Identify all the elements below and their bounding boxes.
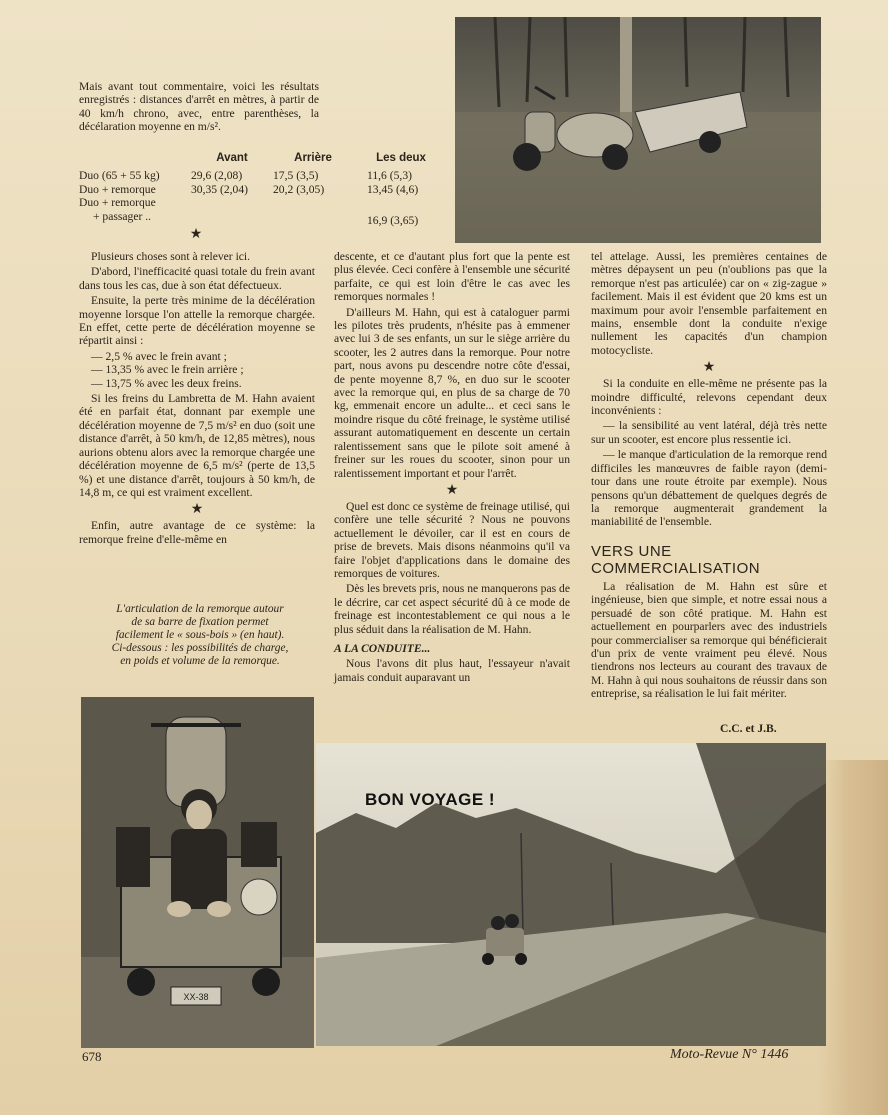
paragraph: Enfin, autre avantage de ce système: la remorque freine d'elle-même en — [79, 519, 315, 546]
photo-scooter-trailer-woods — [455, 17, 821, 243]
photo-trailer-load — [81, 697, 314, 1048]
star-divider: ★ — [189, 227, 203, 242]
torn-edge — [818, 760, 888, 1115]
results-cell — [273, 196, 353, 209]
paragraph: — le manque d'articulation de la remorque rend difficiles les manœuvres de faible rayon (demi-tour dans une route étroite par exemple). Nous pensons qu'un débattement de quelques degrés de la remorque augmenterait grandement la maniabilité de l'ensemble. — [591, 448, 827, 529]
section-heading-conduite: A LA CONDUITE... — [334, 641, 431, 655]
author-signature: C.C. et J.B. — [720, 722, 777, 735]
results-cell: 11,6 (5,3) — [367, 169, 412, 183]
page-number: 678 — [82, 1049, 102, 1064]
results-cell: Duo + remorque — [79, 196, 156, 210]
star-divider: ★ — [702, 360, 716, 376]
results-header-arriere: Arrière — [294, 152, 332, 164]
results-cell: Duo + remorque — [79, 182, 156, 196]
results-row — [79, 183, 449, 196]
list-item: — 13,75 % avec les deux freins. — [91, 376, 242, 390]
column-3 — [591, 250, 827, 531]
list-item: — 13,35 % avec le frein arrière ; — [91, 363, 244, 377]
results-header-les-deux: Les deux — [376, 152, 426, 164]
photo-road — [316, 743, 826, 1046]
photo-caption-left: L'articulation de la remorque autour de sa barre de fixation permet facilement le « sous-bois » (en haut). Ci-dessous : les possibilités de charge, en poids et volume de la remorque. — [111, 603, 289, 667]
photo-trailer-load-image — [81, 697, 314, 1048]
license-plate: XX-38 — [183, 992, 209, 1002]
paragraph: — la sensibilité au vent latéral, déjà très nette sur un scooter, est encore plus ressentie ici. — [591, 419, 827, 446]
paragraph: Nous l'avons dit plus haut, l'essayeur n'avait jamais conduit auparavant un — [334, 657, 570, 684]
paragraph: Si la conduite en elle-même ne présente pas la moindre difficulté, relevons cependant deux inconvénients : — [591, 377, 827, 418]
section-heading-commercialisation: VERS UNE COMMERCIALISATION — [591, 543, 761, 577]
results-cell — [191, 210, 273, 227]
results-header-avant: Avant — [216, 152, 248, 164]
results-header-row — [79, 152, 449, 169]
results-cell: 20,2 (3,05) — [273, 182, 325, 196]
paragraph: D'abord, l'inefficacité quasi totale du frein avant dans tous les cas, due à son état défectueux. — [79, 265, 315, 292]
results-cell — [353, 196, 449, 209]
column-1 — [79, 250, 315, 548]
paragraph: D'ailleurs M. Hahn, qui est à cataloguer parmi les pilotes très prudents, n'hésite pas à emmener avec lui 3 de ses enfants, un sur le siège arrière du scooter, les 2 autres dans la remorque. Pour notre part, nous avons pu descendre notre côte d'essai, de pente moyenne 8,7 %, en duo sur le scooter avec la remorque qui, en plus de sa charge de 70 kg, emmenait encore un adulte... et ceci sans le moindre risque du côté freinage, le système utilisé assurant automatiquement en descente un certain ralentissement sans que le pilote soit amené à freiner sur les roues du scooter, sinon pour un ralentissement important et pour l'arrêt. — [334, 305, 570, 480]
magazine-issue: Moto-Revue N° 1446 — [670, 1047, 789, 1062]
results-row — [79, 169, 449, 182]
list-item: — 2,5 % avec le frein avant ; — [91, 349, 227, 363]
photo-caption-bon-voyage: BON VOYAGE ! — [365, 790, 496, 809]
results-cell: 16,9 (3,65) — [367, 213, 419, 227]
intro-paragraph: Mais avant tout commentaire, voici les résultats enregistrés : distances d'arrêt en mètres, à partir de 40 km/h chrono, avec, entre parenthèses, la décélaration moyenne en m/s². — [79, 80, 319, 134]
results-cell: + passager .. — [93, 209, 152, 223]
photo-scooter-trailer-image — [455, 17, 821, 243]
star-divider: ★ — [190, 502, 204, 518]
results-cell: 17,5 (3,5) — [273, 169, 319, 183]
results-table — [79, 152, 449, 227]
paragraph: Quel est donc ce système de freinage utilisé, qui confère une telle sécurité ? Nous ne pouvons actuellement le dévoiler, car il est en cours de prise de brevets. Mais disons néanmoins qu'il va faire l'objet d'applications dans le domaine des remorques de voitures. — [334, 499, 570, 580]
paragraph: Si les freins du Lambretta de M. Hahn avaient été en parfait état, donnant par exemple une décélération moyenne de 7,5 m/s² en duo (soit une distance d'arrêt, à 50 km/h, de 12,85 mètres), nous aurions obtenu alors avec la remorque chargée une décélération moyenne de 6,5 m/s² (perte de 13,5 %) et une distance d'arrêt, toujours à 50 km/h, de 14,8 m, ce qui est vraiment excellent. — [79, 392, 315, 499]
paragraph: tel attelage. Aussi, les premières centaines de mètres dépaysent un peu (n'oublions pas que la remorque n'est pas articulée) car on « zig-zague » facilement. Mais il est évident que 20 kms est un maximum pour avoir l'ensemble parfaitement en mains, ensemble dont la conduite n'exige nullement les capacités d'un champion motocycliste. — [591, 250, 827, 357]
results-row — [79, 210, 449, 227]
results-cell: 30,35 (2,04) — [191, 182, 248, 196]
paragraph: Ensuite, la perte très minime de la décélération moyenne lorsque l'on attelle la remorque chargée. En effet, cette perte de décélération moyenne se répartit ainsi : — [79, 294, 315, 348]
results-cell: Duo (65 + 55 kg) — [79, 169, 160, 183]
results-row — [79, 196, 449, 209]
results-cell: 13,45 (4,6) — [367, 182, 419, 196]
results-cell: 29,6 (2,08) — [191, 169, 243, 183]
results-header-label — [79, 152, 191, 169]
star-divider: ★ — [445, 482, 459, 498]
results-cell — [191, 196, 273, 209]
photo-road-image — [316, 743, 826, 1046]
results-cell — [273, 210, 353, 227]
column-3-continued — [591, 580, 827, 703]
paragraph: descente, et ce d'autant plus fort que la pente est plus élevée. Ceci confère à l'ensemble une sécurité parfaite, ce qui est loin d'être le cas avec les remorques normales ! — [334, 250, 570, 304]
column-2 — [334, 250, 570, 686]
paragraph: La réalisation de M. Hahn est sûre et ingénieuse, bien que simple, et notre essai nous a persuadé de son côté pratique. M. Hahn est actuellement en pourparlers avec des industriels pour commercialiser sa remorque qui bénéficierait d'un prix de vente vraiment peu élevé. Nous tiendrons nos lecteurs au courant des travaux de M. Hahn à qui nous souhaitons de réussir dans son entreprise, sa réalisation le lui fait mériter. — [591, 580, 827, 701]
paragraph: Dès les brevets pris, nous ne manquerons pas de le décrire, car cet aspect sécurité dû à ce mode de freinage est incontestablement ce qui nous a le plus séduit dans la réalisation de M. Hahn. — [334, 582, 570, 636]
paragraph: Plusieurs choses sont à relever ici. — [91, 250, 251, 263]
